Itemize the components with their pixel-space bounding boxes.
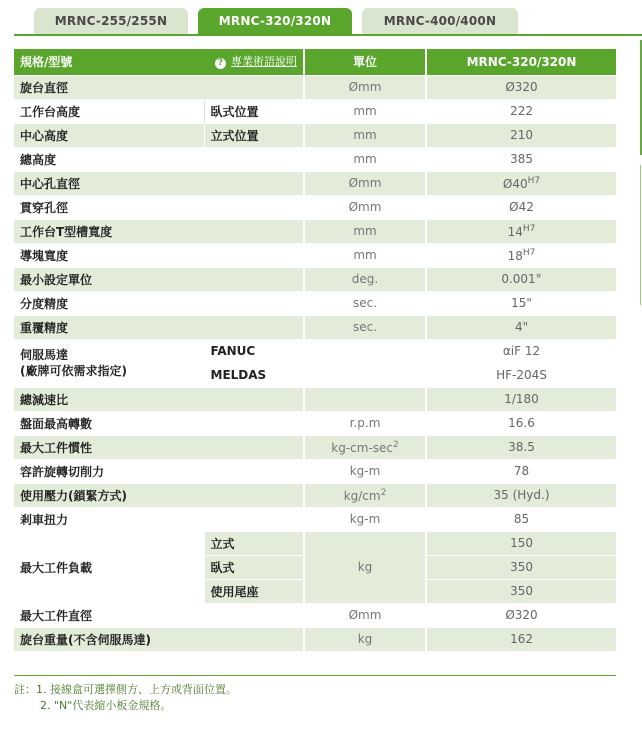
row-value: 150 — [426, 531, 616, 555]
row-sublabel: 臥式位置 — [204, 99, 304, 123]
scroll-edge-lower — [640, 165, 641, 305]
table-row — [14, 171, 616, 195]
row-value: 16.6 — [426, 411, 616, 435]
row-label: 工作台T型槽寬度 — [14, 219, 304, 243]
tab-mrnc-320[interactable]: MRNC-320/320N — [198, 8, 352, 34]
row-unit: kg — [304, 531, 426, 603]
row-sublabel: MELDAS — [204, 363, 304, 387]
row-value: 350 — [426, 579, 616, 603]
row-label: 剎車扭力 — [14, 507, 304, 531]
row-value: 85 — [426, 507, 616, 531]
footnotes — [14, 682, 237, 714]
row-label: 分度精度 — [14, 291, 304, 315]
table-row — [14, 147, 616, 171]
table-row — [14, 315, 616, 339]
row-unit: mm — [304, 243, 426, 267]
row-value: 162 — [426, 627, 616, 651]
help-link[interactable] — [215, 53, 297, 69]
row-label: 最大工件直徑 — [14, 603, 304, 627]
row-unit: mm — [304, 219, 426, 243]
table-row — [14, 435, 616, 459]
header-spec-label: 規格/型號 — [20, 55, 73, 70]
row-unit — [304, 483, 426, 507]
table-row — [14, 219, 616, 243]
row-sublabel: 立式位置 — [204, 123, 304, 147]
row-label: 總高度 — [14, 147, 304, 171]
table-bottom-line — [14, 675, 616, 676]
table-row — [14, 291, 616, 315]
row-value: 35 (Hyd.) — [426, 483, 616, 507]
table-row — [14, 99, 616, 123]
row-value: 38.5 — [426, 435, 616, 459]
header-spec-model — [14, 49, 304, 75]
row-label: 盤面最高轉數 — [14, 411, 304, 435]
row-unit: r.p.m — [304, 411, 426, 435]
servo-label: 伺服馬達 — [20, 348, 69, 362]
tolerance-sup: H7 — [522, 247, 536, 258]
row-value: 222 — [426, 99, 616, 123]
table-row — [14, 339, 616, 363]
row-unit: Ømm — [304, 195, 426, 219]
row-value: 385 — [426, 147, 616, 171]
row-unit: Ømm — [304, 75, 426, 99]
tab-mrnc-255[interactable]: MRNC-255/255N — [34, 8, 188, 34]
row-sublabel: 臥式 — [204, 555, 304, 579]
row-sublabel: 使用尾座 — [204, 579, 304, 603]
table-row — [14, 459, 616, 483]
value-text: Ø40 — [502, 176, 528, 191]
row-label-servo — [14, 339, 204, 387]
unit-text: kg-cm-sec — [331, 440, 394, 455]
tab-underline — [14, 34, 642, 36]
value-text: 18 — [507, 248, 523, 263]
table-row — [14, 267, 616, 291]
row-value: 15" — [426, 291, 616, 315]
table-row — [14, 243, 616, 267]
row-unit: kg — [304, 627, 426, 651]
row-unit: mm — [304, 99, 426, 123]
row-label: 中心孔直徑 — [14, 171, 304, 195]
row-unit: mm — [304, 123, 426, 147]
row-value: 4" — [426, 315, 616, 339]
row-unit-empty — [304, 387, 426, 411]
table-row — [14, 195, 616, 219]
table-row — [14, 627, 616, 651]
row-value: 1/180 — [426, 387, 616, 411]
table-row — [14, 387, 616, 411]
row-unit: deg. — [304, 267, 426, 291]
row-label-max-load: 最大工件負載 — [14, 531, 204, 603]
row-value: HF-204S — [426, 363, 616, 387]
row-unit: sec. — [304, 291, 426, 315]
row-label: 導塊寬度 — [14, 243, 304, 267]
help-icon: ? — [215, 58, 226, 69]
row-unit: mm — [304, 147, 426, 171]
row-value: Ø42 — [426, 195, 616, 219]
row-label: 貫穿孔徑 — [14, 195, 304, 219]
footnote-2: 2. "N"代表縮小板金規格。 — [40, 699, 172, 712]
row-unit-empty — [304, 339, 426, 387]
value-text: 14 — [507, 224, 523, 239]
header-unit: 單位 — [304, 49, 426, 75]
row-unit — [304, 435, 426, 459]
table-row — [14, 75, 616, 99]
row-label: 工作台高度 — [14, 99, 204, 123]
row-label: 總減速比 — [14, 387, 304, 411]
row-value — [426, 171, 616, 195]
tolerance-sup: H7 — [527, 175, 541, 186]
table-row — [14, 507, 616, 531]
row-sublabel: 立式 — [204, 531, 304, 555]
row-value: 78 — [426, 459, 616, 483]
header-model: MRNC-320/320N — [426, 49, 616, 75]
row-unit: kg-m — [304, 507, 426, 531]
row-value: Ø320 — [426, 75, 616, 99]
row-value: 0.001° — [426, 267, 616, 291]
servo-note: (廠牌可依需求指定) — [20, 364, 127, 378]
unit-sup: 2 — [380, 487, 387, 498]
row-unit: Ømm — [304, 603, 426, 627]
row-sublabel: FANUC — [204, 339, 304, 363]
spec-table — [14, 49, 616, 652]
table-row — [14, 603, 616, 627]
row-label: 旋台重量(不含伺服馬達) — [14, 627, 304, 651]
row-label: 旋台直徑 — [14, 75, 304, 99]
row-value — [426, 243, 616, 267]
row-value: 210 — [426, 123, 616, 147]
row-label: 最小設定單位 — [14, 267, 304, 291]
table-row — [14, 123, 616, 147]
row-label: 使用壓力(鎖緊方式) — [14, 483, 304, 507]
row-value: αiF 12 — [426, 339, 616, 363]
footnote-1: 註：1. 接線盒可選擇側方、上方或背面位置。 — [14, 683, 237, 696]
row-label: 容許旋轉切削力 — [14, 459, 304, 483]
row-value — [426, 219, 616, 243]
row-label: 重覆精度 — [14, 315, 304, 339]
row-value: 350 — [426, 555, 616, 579]
tab-mrnc-400[interactable]: MRNC-400/400N — [362, 8, 518, 34]
unit-sup: 2 — [393, 439, 399, 450]
table-row — [14, 531, 616, 555]
tolerance-sup: H7 — [522, 223, 536, 234]
model-tabs — [34, 8, 518, 34]
row-unit: kg-m — [304, 459, 426, 483]
table-row — [14, 411, 616, 435]
row-value: Ø320 — [426, 603, 616, 627]
help-link-label: 專業術語說明 — [231, 55, 298, 69]
table-row — [14, 483, 616, 507]
row-unit: sec. — [304, 315, 426, 339]
unit-text: kg/cm — [343, 488, 381, 503]
row-unit: Ømm — [304, 171, 426, 195]
row-label: 中心高度 — [14, 123, 204, 147]
table-header-row — [14, 49, 616, 75]
row-label: 最大工件慣性 — [14, 435, 304, 459]
